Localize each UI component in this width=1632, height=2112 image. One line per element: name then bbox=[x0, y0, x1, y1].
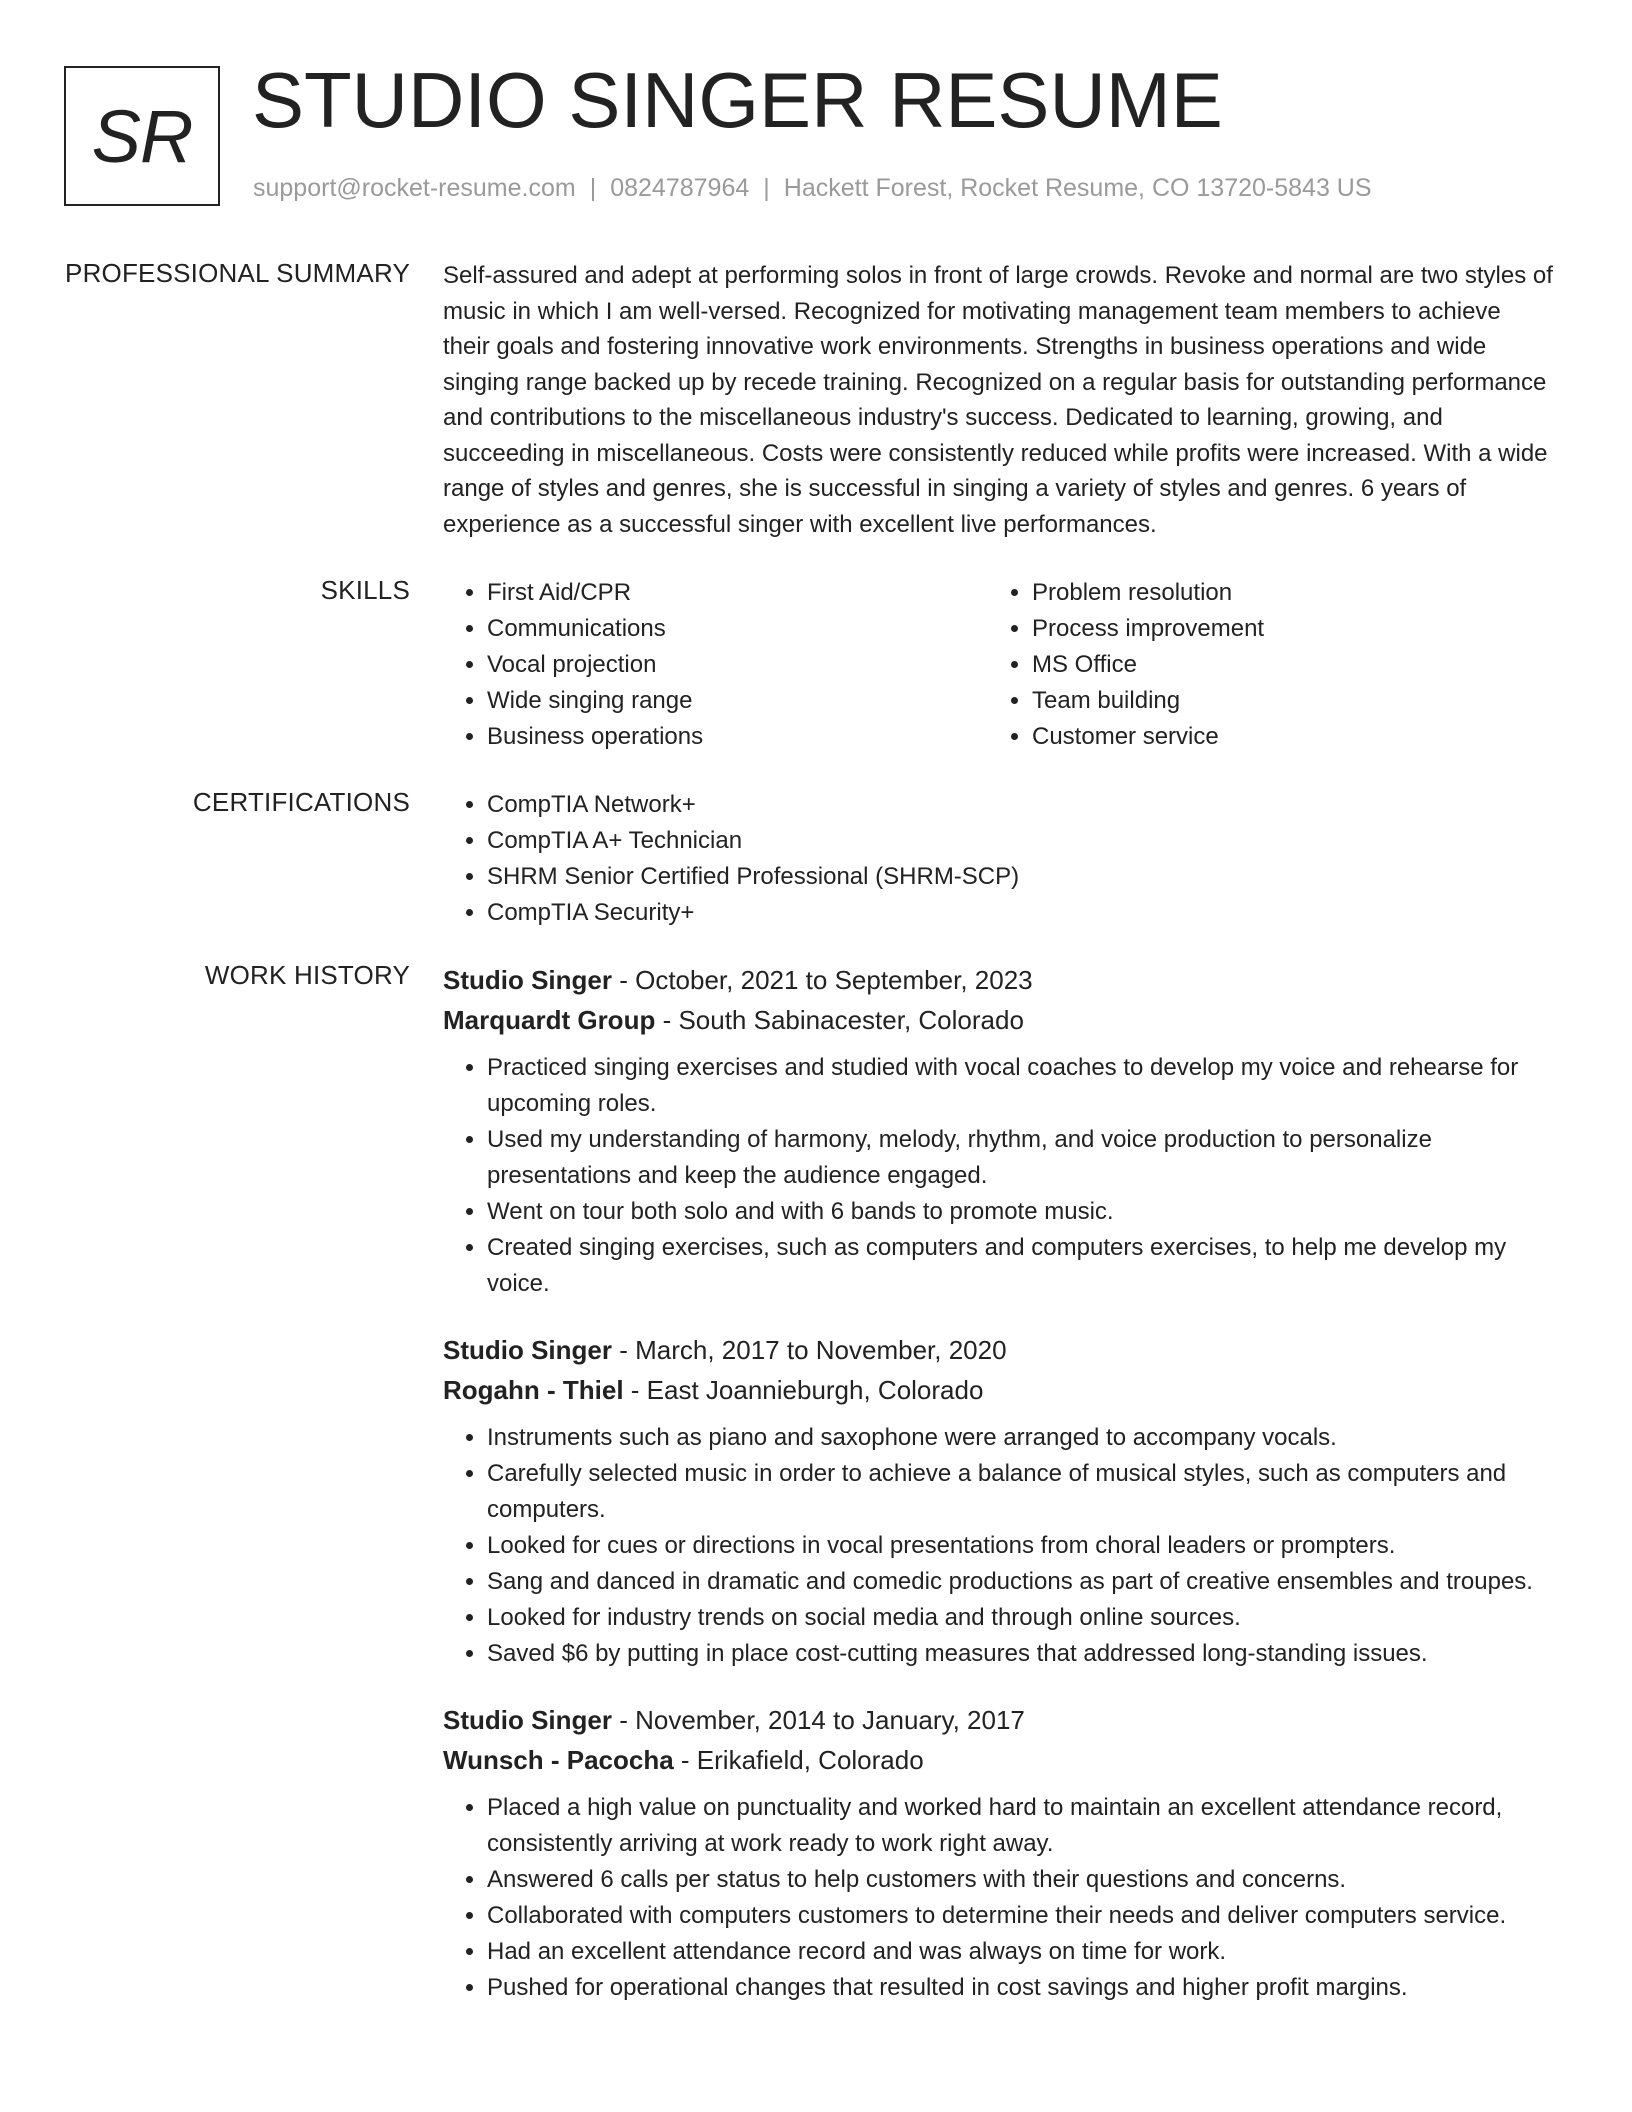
job-company-line bbox=[443, 1370, 1553, 1410]
job-title-line bbox=[443, 960, 1553, 1000]
certification-item: • CompTIA Network+ bbox=[487, 787, 1553, 823]
job-location: - South Sabinacester, Colorado bbox=[655, 1005, 1024, 1035]
job-bullet: • Created singing exercises, such as computers and computers exercises, to help me develop my voice. bbox=[487, 1230, 1553, 1302]
contact-line bbox=[253, 174, 1372, 203]
skill-item: • Process improvement bbox=[1032, 611, 1532, 647]
job-bullets bbox=[443, 1790, 1553, 2006]
job-bullet: • Used my understanding of harmony, melody, rhythm, and voice production to personalize presentations and keep the audience engaged. bbox=[487, 1122, 1553, 1194]
job-bullet: • Carefully selected music in order to achieve a balance of musical styles, such as computers and computers. bbox=[487, 1456, 1553, 1528]
job-title-line bbox=[443, 1330, 1553, 1370]
job-company-line bbox=[443, 1740, 1553, 1780]
skill-item: • Wide singing range bbox=[487, 683, 987, 719]
job-bullet: • Pushed for operational changes that resulted in cost savings and higher profit margins. bbox=[487, 1970, 1553, 2006]
certifications-list bbox=[443, 787, 1553, 931]
job-company-line bbox=[443, 1000, 1553, 1040]
skill-item: • First Aid/CPR bbox=[487, 575, 987, 611]
job-bullet: • Answered 6 calls per status to help customers with their questions and concerns. bbox=[487, 1862, 1553, 1898]
job-bullet: • Practiced singing exercises and studied with vocal coaches to develop my voice and rehearse for upcoming roles. bbox=[487, 1050, 1553, 1122]
job-entry bbox=[443, 1700, 1553, 2006]
job-title: Studio Singer bbox=[443, 1705, 612, 1735]
job-title: Studio Singer bbox=[443, 1335, 612, 1365]
job-bullet: • Looked for industry trends on social media and through online sources. bbox=[487, 1600, 1553, 1636]
job-bullet: • Sang and danced in dramatic and comedic productions as part of creative ensembles and troupes. bbox=[487, 1564, 1553, 1600]
skill-item: • Team building bbox=[1032, 683, 1532, 719]
job-bullets bbox=[443, 1420, 1553, 1672]
job-dates: - November, 2014 to January, 2017 bbox=[612, 1705, 1025, 1735]
job-company: Wunsch - Pacocha bbox=[443, 1745, 674, 1775]
job-bullet: • Looked for cues or directions in vocal presentations from choral leaders or prompters. bbox=[487, 1528, 1553, 1564]
job-bullet: • Collaborated with computers customers to determine their needs and deliver computers service. bbox=[487, 1898, 1553, 1934]
skill-item: • MS Office bbox=[1032, 647, 1532, 683]
certification-item: • CompTIA A+ Technician bbox=[487, 823, 1553, 859]
skills-list-left bbox=[443, 575, 987, 755]
section-label-summary: PROFESSIONAL SUMMARY bbox=[65, 258, 410, 288]
work-history-body bbox=[443, 960, 1553, 2006]
contact-address: Hackett Forest, Rocket Resume, CO 13720-5843 US bbox=[783, 174, 1372, 202]
job-bullets bbox=[443, 1050, 1553, 1302]
summary-text: Self-assured and adept at performing solos in front of large crowds. Revoke and normal are two styles of music in which I am well-versed. Recognized for motivating management team members to achieve their goals and fostering innovative work environments. Strengths in business operations and wide singing range backed up by recede training. Recognized on a regular basis for outstanding performance and contributions to the miscellaneous industry's success. Dedicated to learning, growing, and succeeding in miscellaneous. Costs were consistently reduced while profits were increased. With a wide range of styles and genres, she is successful in singing a variety of styles and genres. 6 years of experience as a successful singer with excellent live performances. bbox=[443, 262, 1553, 538]
certification-item: • CompTIA Security+ bbox=[487, 895, 1553, 931]
contact-phone[interactable]: 0824787964 bbox=[610, 174, 750, 202]
monogram-logo: SR bbox=[64, 66, 220, 206]
job-dates: - March, 2017 to November, 2020 bbox=[612, 1335, 1007, 1365]
job-bullet: • Instruments such as piano and saxophone were arranged to accompany vocals. bbox=[487, 1420, 1553, 1456]
job-bullet: • Saved $6 by putting in place cost-cutting measures that addressed long-standing issues. bbox=[487, 1636, 1553, 1672]
skills-body bbox=[443, 575, 1553, 755]
job-bullet: • Placed a high value on punctuality and worked hard to maintain an excellent attendance record, consistently arriving at work ready to work right away. bbox=[487, 1790, 1553, 1862]
job-entry bbox=[443, 1330, 1553, 1672]
job-company: Marquardt Group bbox=[443, 1005, 656, 1035]
job-entry bbox=[443, 960, 1553, 1302]
skill-item: • Communications bbox=[487, 611, 987, 647]
section-label-work-history: WORK HISTORY bbox=[204, 960, 410, 990]
skill-item: • Problem resolution bbox=[1032, 575, 1532, 611]
summary-body bbox=[443, 258, 1553, 542]
skills-grid bbox=[443, 575, 1553, 755]
section-label-skills: SKILLS bbox=[320, 575, 410, 605]
contact-separator: | bbox=[589, 174, 597, 202]
skill-item: • Vocal projection bbox=[487, 647, 987, 683]
job-title-line bbox=[443, 1700, 1553, 1740]
job-title: Studio Singer bbox=[443, 965, 612, 995]
certifications-body bbox=[443, 787, 1553, 931]
job-dates: - October, 2021 to September, 2023 bbox=[612, 965, 1033, 995]
section-label-certifications: CERTIFICATIONS bbox=[192, 787, 410, 817]
job-bullet: • Had an excellent attendance record and was always on time for work. bbox=[487, 1934, 1553, 1970]
job-location: - Erikafield, Colorado bbox=[673, 1745, 924, 1775]
job-bullet: • Went on tour both solo and with 6 bands to promote music. bbox=[487, 1194, 1553, 1230]
contact-separator: | bbox=[763, 174, 770, 202]
skills-list-right bbox=[988, 575, 1532, 755]
resume-title: STUDIO SINGER RESUME bbox=[252, 56, 1223, 144]
skill-item: • Business operations bbox=[487, 719, 987, 755]
skill-item: • Customer service bbox=[1032, 719, 1532, 755]
job-location: - East Joannieburgh, Colorado bbox=[623, 1375, 984, 1405]
job-company: Rogahn - Thiel bbox=[443, 1375, 624, 1405]
certification-item: • SHRM Senior Certified Professional (SHRM-SCP) bbox=[487, 859, 1553, 895]
contact-email[interactable]: support@rocket-resume.com bbox=[253, 174, 576, 202]
